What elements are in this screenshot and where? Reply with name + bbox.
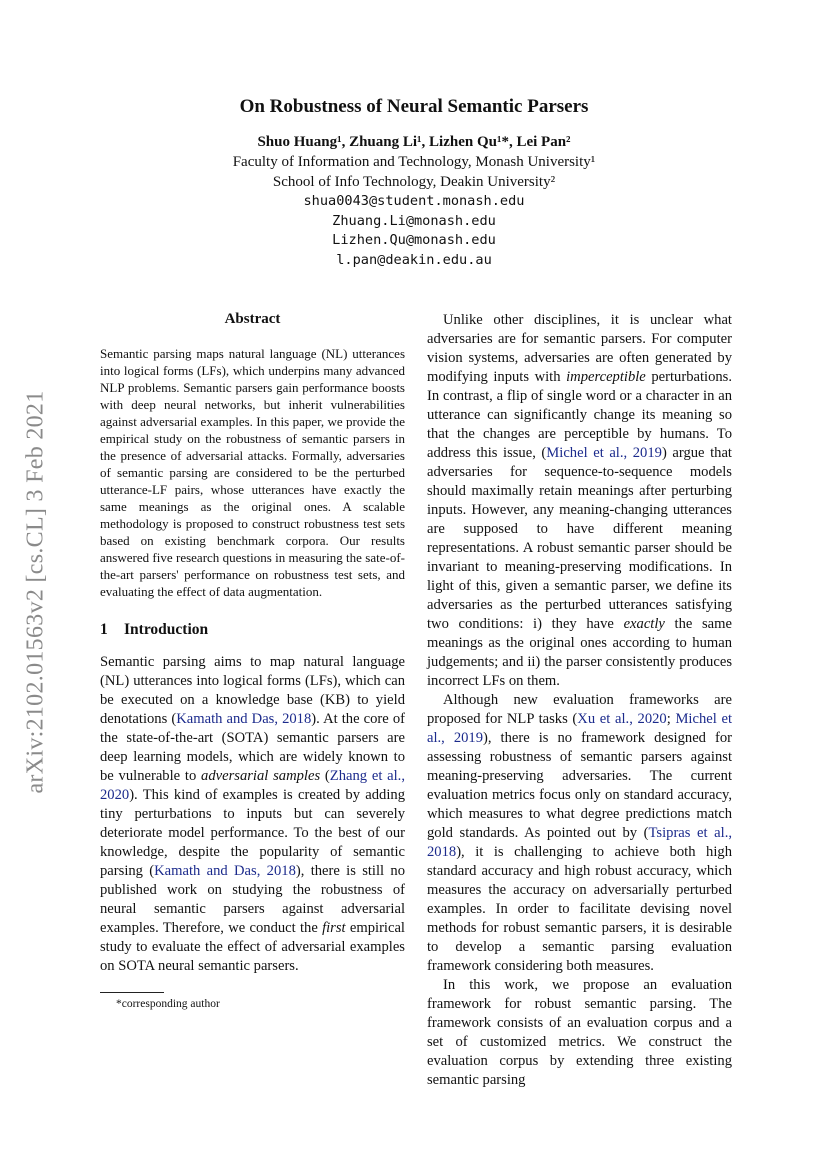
abstract-heading: Abstract <box>224 311 281 327</box>
right-paragraph-this-work: In this work, we propose an evaluation framework for robust semantic parsing. The framework consists of an evaluation corpus and a set of customized metrics. We construct the evaluation corpus by extending three existing semantic parsing <box>427 977 732 1088</box>
paper-title: On Robustness of Neural Semantic Parsers <box>239 96 589 117</box>
section-heading-introduction <box>100 620 405 639</box>
right-column <box>427 311 732 1090</box>
intro-paragraph: Semantic parsing aims to map natural language (NL) utterances into logical forms (LFs), which can be executed on a knowledge base (KB) to yield denotations (Kamath and Das, 2018). At the core of the state-of-the-art (SOTA) semantic parsers are deep learning models, which are widely known to be vulnerable to adversarial samples (Zhang et al., 2020). This kind of examples is created by adding tiny perturbations to inputs but can severely deteriorate model performance. To the best of our knowledge, despite the popularity of semantic parsing (Kamath and Das, 2018), there is still no published work on studying the robustness of neural semantic parsers against adversarial examples. Therefore, we conduct the first empirical study to evaluate the effect of adversarial examples on SOTA neural semantic parsers. <box>100 654 406 974</box>
right-paragraph-frameworks: Although new evaluation frameworks are proposed for NLP tasks (Xu et al., 2020; Michel et al., 2019), there is no framework designed for assessing robustness of semantic parsers against meaning-preserving adversaries. The current evaluation metrics focus only on standard accuracy, which measures to what degree predictions match gold standards. As pointed out by (Tsipras et al., 2018), it is challenging to achieve both high standard accuracy and high robust accuracy, which measures the accuracy on adversarially perturbed examples. In order to facilitate devising novel methods for robust semantic parsers, it is desirable to develop a semantic parsing evaluation framework considering both measures. <box>427 692 732 974</box>
affiliation-monash: Faculty of Information and Technology, Monash University¹ <box>232 154 596 170</box>
email-lei: l.pan@deakin.edu.au <box>336 251 492 268</box>
citation-michel-2019[interactable]: Michel et al., 2019 <box>546 445 662 461</box>
citation-kamath-das-2018-second[interactable]: Kamath and Das, 2018 <box>154 863 296 879</box>
author-list: Shuo Huang¹, Zhuang Li¹, Lizhen Qu¹*, Lei Pan² <box>257 134 571 150</box>
emphasis-imperceptible: imperceptible <box>566 369 646 385</box>
citation-kamath-das-2018[interactable]: Kamath and Das, 2018 <box>176 711 312 727</box>
citation-michel-2019-second[interactable]: Michel et al., 2019 <box>427 711 732 746</box>
email-shuo: shua0043@student.monash.edu <box>303 193 525 209</box>
paper-header <box>0 94 828 270</box>
footnote-rule <box>100 992 164 993</box>
section-title: Introduction <box>124 621 209 638</box>
emphasis-exactly: exactly <box>623 616 665 632</box>
abstract-text: Semantic parsing maps natural language (NL) utterances into logical forms (LFs), which underpins many advanced NLP problems. Semantic parsers gain performance boosts with deep neural networks, but inherit vulnerabilities against adversarial examples. In this paper, we provide the empirical study on the robustness of semantic parsers in the presence of adversarial attacks. Formally, adversaries of semantic parsing are considered to be the perturbed utterance-LF pairs, whose utterances have exactly the same meanings as the original ones. A scalable methodology is proposed to construct robustness test sets based on existing benchmark corpora. Our results answered five research questions in measuring the sate-of-the-art parsers' performance on robustness test sets, and evaluating the effect of data augmentation. <box>100 346 405 599</box>
emphasis-first: first <box>322 920 346 936</box>
citation-zhang-2020[interactable]: Zhang et al., 2020 <box>100 768 405 803</box>
left-column <box>100 310 405 1012</box>
emphasis-adversarial-samples: adversarial samples <box>201 768 321 784</box>
citation-tsipras-2018[interactable]: Tsipras et al., 2018 <box>427 825 732 860</box>
arxiv-sidebar <box>14 372 58 812</box>
right-paragraph-adversaries: Unlike other disciplines, it is unclear what adversaries are for semantic parsers. For computer vision systems, adversaries are often generated by modifying inputs with imperceptible perturbations. In contrast, a flip of single word or a character in an utterance can significantly change its meaning so that the changes are perceptible by humans. To address this issue, (Michel et al., 2019) argue that adversaries for sequence-to-sequence models should maximally retain meanings after perturbing inputs. However, any meaning-changing utterances are supposed to have different meaning representations. A robust semantic parser should be invariant to meaning-preserving modifications. In light of this, given a semantic parser, we define its adversaries as the perturbed utterances satisfying two conditions: i) they have exactly the same meanings as the original ones according to human judgements; and ii) the parser consistently produces incorrect LFs on them. <box>427 312 732 689</box>
email-zhuang: Zhuang.Li@monash.edu <box>332 212 496 229</box>
arxiv-identifier: arXiv:2102.01563v2 [cs.CL] 3 Feb 2021 <box>22 390 49 794</box>
citation-xu-2020[interactable]: Xu et al., 2020 <box>577 711 667 727</box>
affiliation-deakin: School of Info Technology, Deakin University² <box>272 174 556 190</box>
email-lizhen: Lizhen.Qu@monash.edu <box>332 232 496 248</box>
section-number: 1 <box>100 621 108 638</box>
footnote-corresponding-author: *corresponding author <box>116 998 220 1010</box>
